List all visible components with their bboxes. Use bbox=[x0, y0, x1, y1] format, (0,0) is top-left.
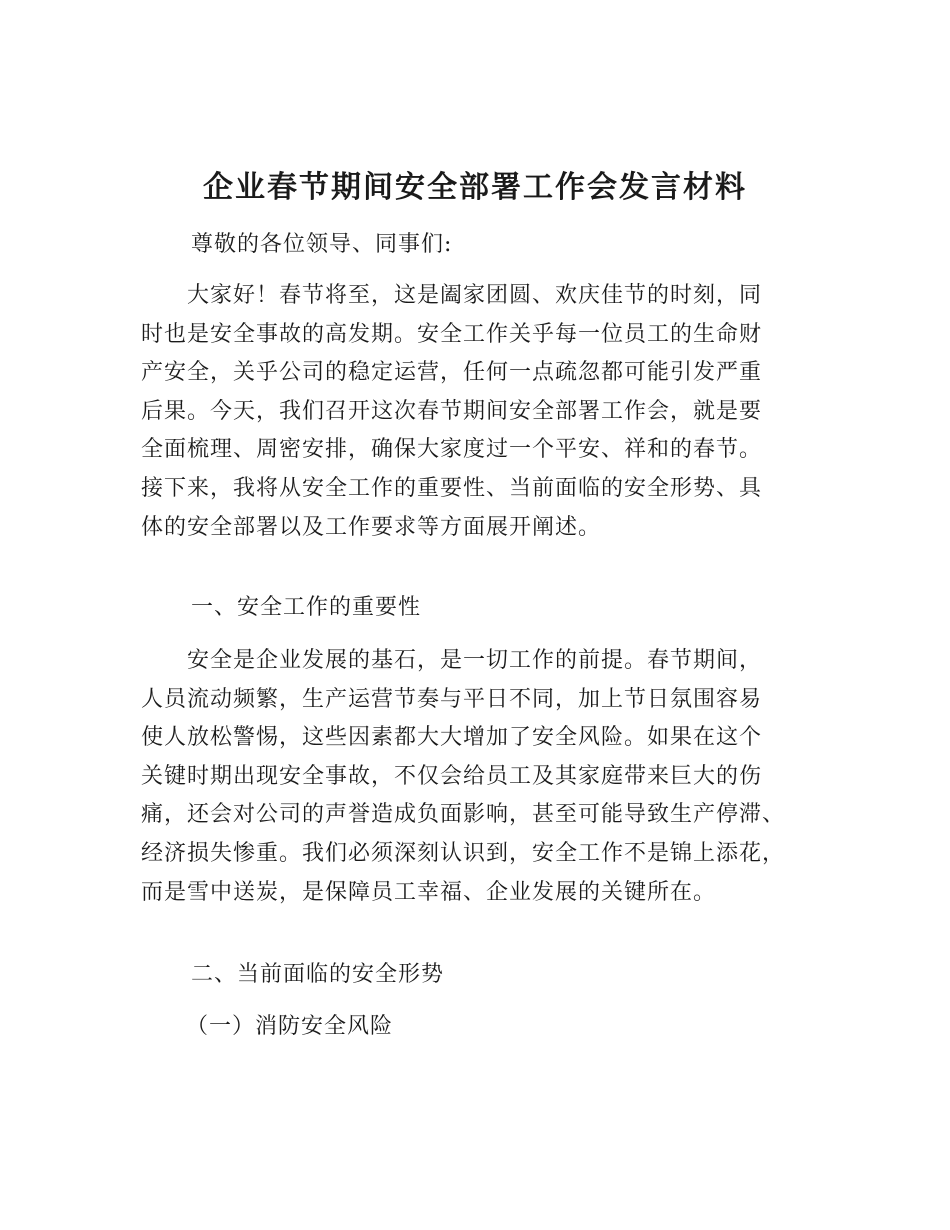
paragraph-line: 关键时期出现安全事故，不仅会给员工及其家庭带来巨大的伤 bbox=[141, 763, 763, 789]
document-title: 企业春节期间安全部署工作会发言材料 bbox=[203, 170, 747, 205]
paragraph-line: 经济损失惨重。我们必须深刻认识到，安全工作不是锦上添花， bbox=[141, 840, 786, 866]
paragraph-line: 大家好！春节将至，这是阖家团圆、欢庆佳节的时刻，同 bbox=[141, 283, 763, 308]
paragraph-line: 体的安全部署以及工作要求等方面展开阐述。 bbox=[141, 514, 602, 540]
paragraph-line: 而是雪中送炭，是保障员工幸福、企业发展的关键所在。 bbox=[141, 879, 717, 905]
subsection-heading-1: （一）消防安全风险 bbox=[186, 1014, 394, 1039]
paragraph-line: 接下来，我将从安全工作的重要性、当前面临的安全形势、具 bbox=[141, 475, 763, 501]
paragraph-line: 全面梳理、周密安排，确保大家度过一个平安、祥和的春节。 bbox=[141, 437, 763, 463]
paragraph-line: 后果。今天，我们召开这次春节期间安全部署工作会，就是要 bbox=[141, 398, 763, 424]
section-heading-2: 二、当前面临的安全形势 bbox=[191, 962, 445, 987]
section-heading-1: 一、安全工作的重要性 bbox=[191, 595, 422, 620]
paragraph-line: 产安全，关乎公司的稳定运营，任何一点疏忽都可能引发严重 bbox=[141, 360, 763, 386]
paragraph-line: 人员流动频繁，生产运营节奏与平日不同，加上节日氛围容易 bbox=[141, 686, 763, 712]
paragraph-line: 使人放松警惕，这些因素都大大增加了安全风险。如果在这个 bbox=[141, 725, 763, 751]
paragraph-line: 时也是安全事故的高发期。安全工作关乎每一位员工的生命财 bbox=[141, 321, 763, 347]
paragraph-line: 安全是企业发展的基石，是一切工作的前提。春节期间， bbox=[141, 648, 763, 673]
salutation: 尊敬的各位领导、同事们: bbox=[191, 232, 453, 257]
paragraph-line: 痛，还会对公司的声誉造成负面影响，甚至可能导致生产停滞、 bbox=[141, 802, 786, 828]
intro-paragraph bbox=[141, 277, 811, 547]
section1-paragraph bbox=[141, 642, 811, 912]
